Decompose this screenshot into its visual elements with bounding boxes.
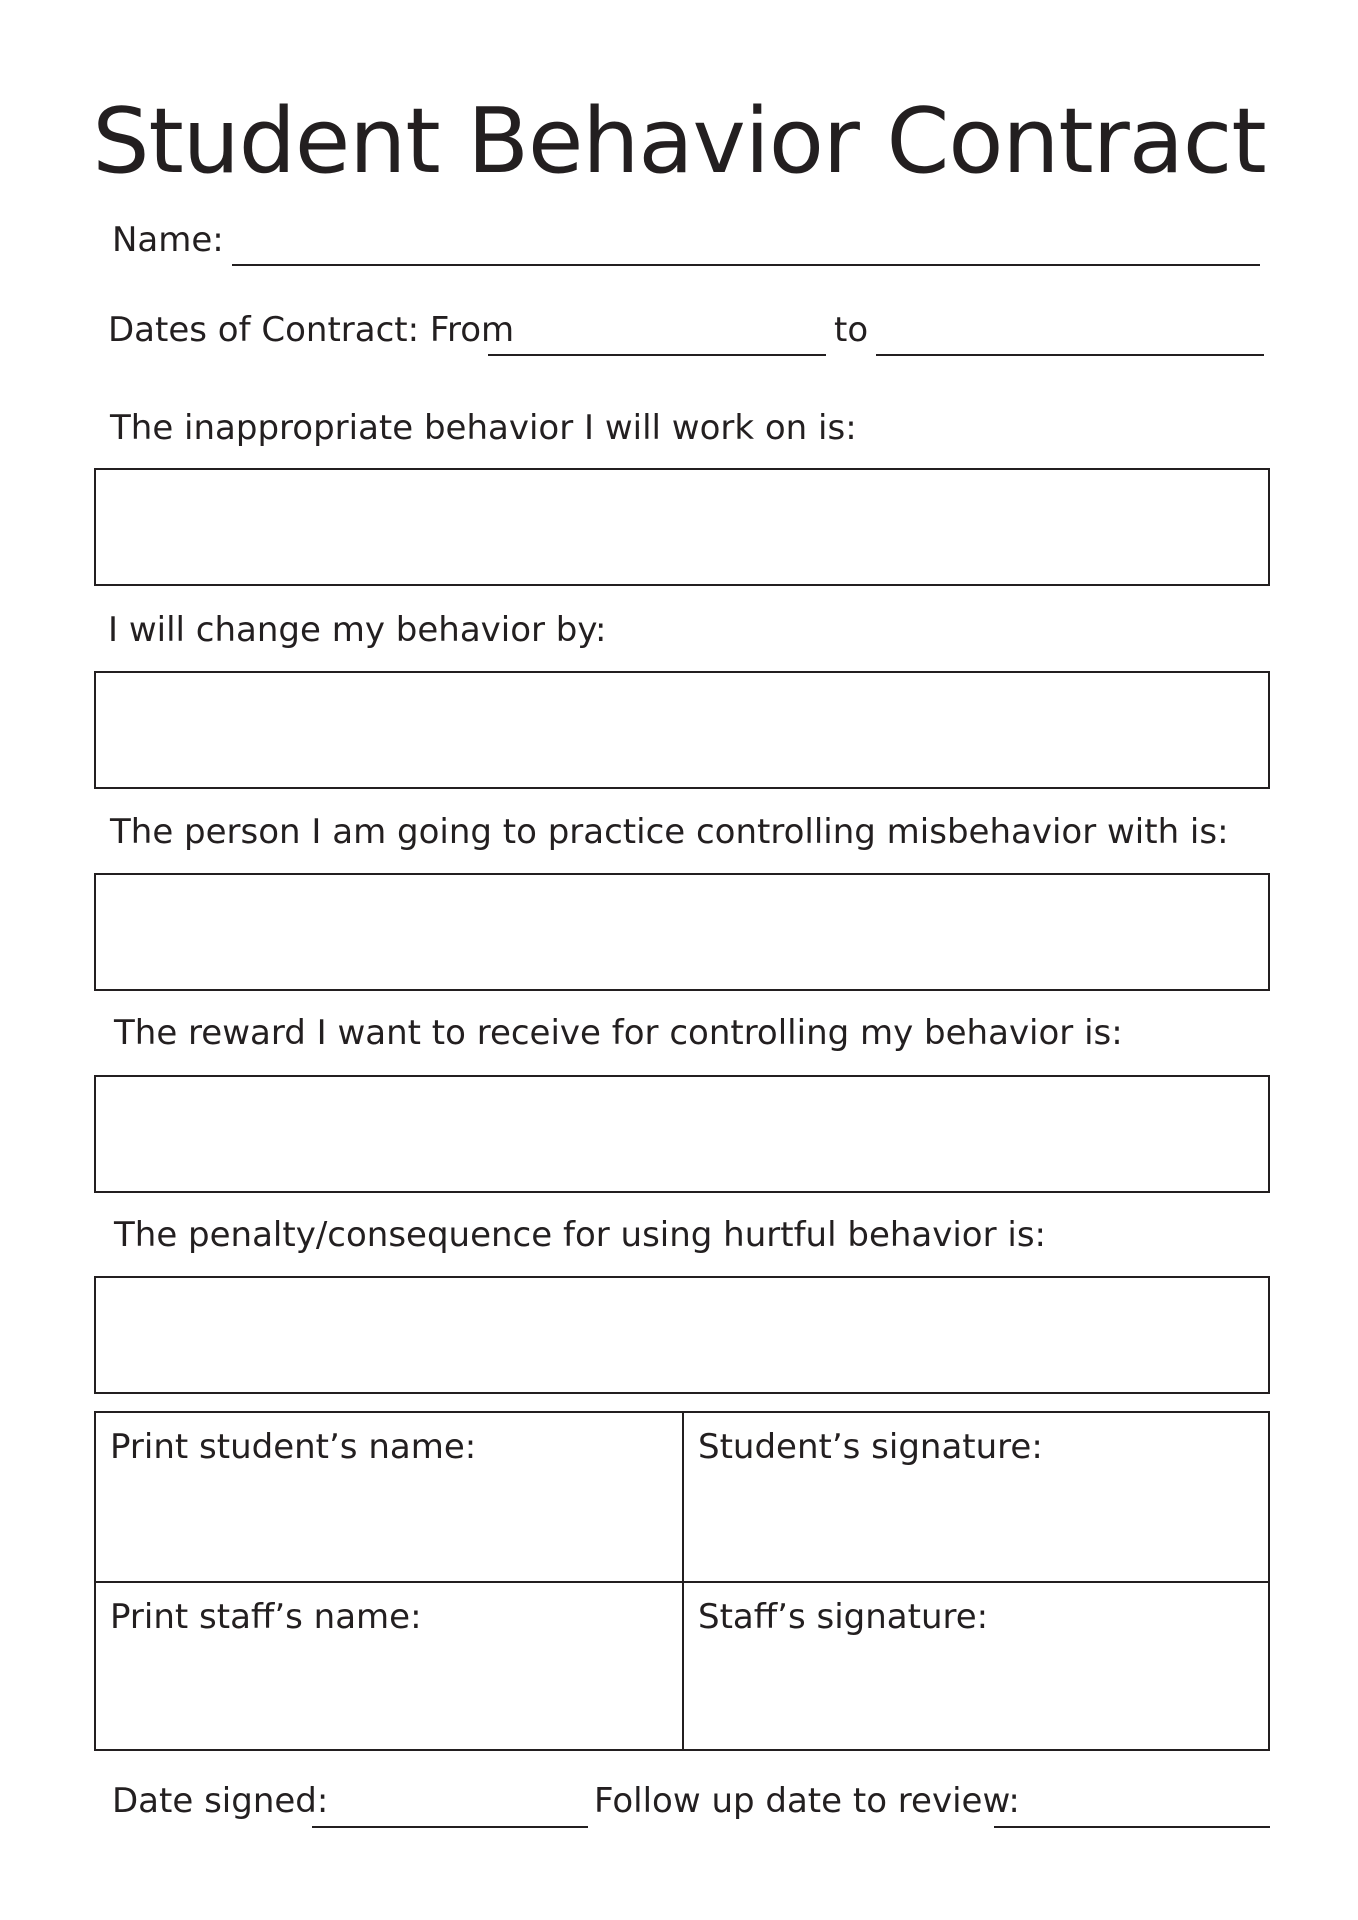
- section-label-reward: The reward I want to receive for controlling my behavior is:: [114, 1013, 1123, 1053]
- date-to-field-line[interactable]: [876, 354, 1264, 356]
- name-field-line[interactable]: [232, 264, 1260, 266]
- section-label-change-behavior: I will change my behavior by:: [108, 610, 607, 650]
- student-signature-cell[interactable]: [682, 1413, 1268, 1581]
- student-name-label: Print student’s name:: [110, 1427, 477, 1467]
- date-signed-field-line[interactable]: [312, 1826, 588, 1828]
- follow-up-label: Follow up date to review:: [594, 1781, 1020, 1821]
- follow-up-field-line[interactable]: [994, 1826, 1270, 1828]
- staff-signature-cell[interactable]: [682, 1581, 1268, 1749]
- inappropriate-behavior-box[interactable]: [94, 468, 1270, 586]
- section-label-practice-person: The person I am going to practice controlling misbehavior with is:: [110, 812, 1229, 852]
- staff-name-label: Print staff’s name:: [110, 1597, 422, 1637]
- date-signed-label: Date signed:: [112, 1781, 329, 1821]
- staff-name-cell[interactable]: [96, 1581, 682, 1749]
- name-label: Name:: [112, 220, 224, 260]
- dates-from-label: Dates of Contract: From: [108, 310, 515, 350]
- date-from-field-line[interactable]: [488, 354, 826, 356]
- penalty-box[interactable]: [94, 1276, 1270, 1394]
- reward-box[interactable]: [94, 1075, 1270, 1193]
- change-behavior-box[interactable]: [94, 671, 1270, 789]
- practice-person-box[interactable]: [94, 873, 1270, 991]
- staff-signature-label: Staff’s signature:: [698, 1597, 989, 1637]
- student-signature-label: Student’s signature:: [698, 1427, 1043, 1467]
- section-label-penalty: The penalty/consequence for using hurtful behavior is:: [114, 1215, 1047, 1255]
- student-name-cell[interactable]: [96, 1413, 682, 1581]
- dates-to-label: to: [834, 310, 869, 350]
- signature-table: [94, 1411, 1270, 1751]
- section-label-inappropriate-behavior: The inappropriate behavior I will work on is:: [110, 408, 857, 448]
- page-title: Student Behavior Contract: [92, 89, 1266, 194]
